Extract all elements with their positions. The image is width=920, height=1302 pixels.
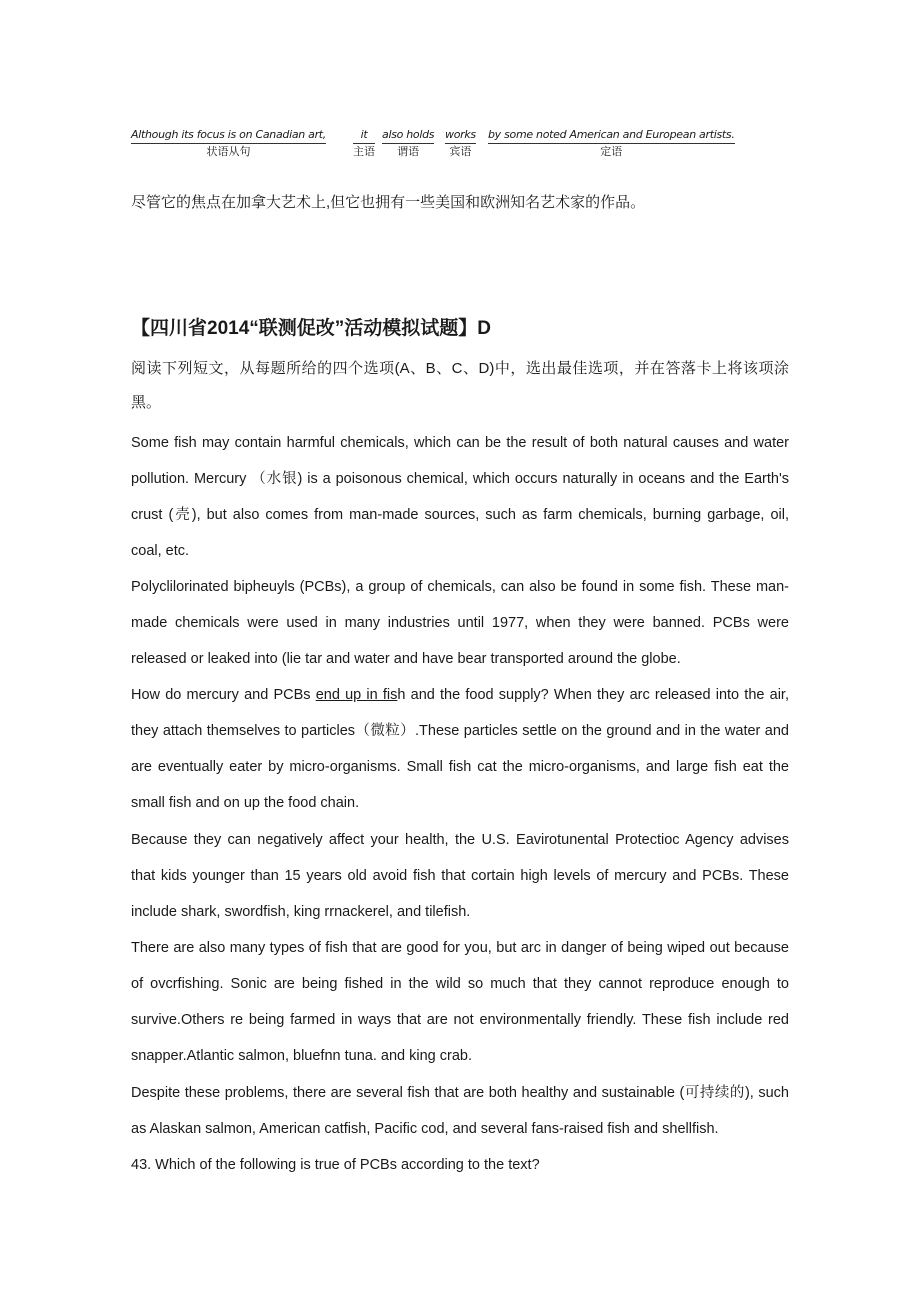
segment-label: 状语从句 <box>206 146 251 158</box>
segment-text: Although its focus is on Canadian art, <box>131 128 326 144</box>
paragraph-5: There are also many types of fish that are good for you, but arc in danger of being wiped out because of ovcrfishing. Sonic are being fished in the wild so much that they cannot reproduce enough to survive.Others re being farmed in ways that are not environmentally friendly. These fish include red snapper.Atlantic salmon, bluefnn tuna. and king crab. <box>131 940 789 1064</box>
paragraph-3 <box>131 677 789 821</box>
segment-text: works <box>445 128 476 144</box>
paragraph-2: Polyclilorinated bipheuyls (PCBs), a group of chemicals, can also be found in some fish. These man-made chemicals were used in many industries until 1977, when they were banned. PCBs were released or leaked into (lie tar and water and have bear transported around the globe. <box>131 579 789 667</box>
segment-label: 主语 <box>353 146 375 158</box>
paragraph-6: Despite these problems, there are several fish that are both healthy and sustainable (可持续的), such as Alaskan salmon, American catfish, Pacific cod, and several fans-raised fish and shellfish. <box>131 1085 789 1137</box>
segment-subject <box>353 128 375 160</box>
question-43: 43. Which of the following is true of PCBs according to the text? <box>131 1157 540 1173</box>
paragraph-1: Some fish may contain harmful chemicals, which can be the result of both natural causes and water pollution. Mercury （水银) is a poisonous chemical, which occurs naturally in oceans and the Earth's crust (壳), but also comes from man-made sources, such as farm chemicals, burning garbage, oil, coal, etc. <box>131 435 789 559</box>
segment-label: 宾语 <box>449 146 472 158</box>
segment-attributive <box>488 128 735 160</box>
segment-text: it <box>353 128 375 144</box>
section-heading: 【四川省2014“联测促改”活动模拟试题】D <box>131 318 491 339</box>
segment-adverbial-clause <box>131 128 326 160</box>
segment-object <box>445 128 476 160</box>
segment-label: 定语 <box>600 146 623 158</box>
segment-text: also holds <box>382 128 434 144</box>
translation: 尽管它的焦点在加拿大艺术上,但它也拥有一些美国和欧洲知名艺术家的作品。 <box>131 194 646 211</box>
segment-label: 谓语 <box>397 146 420 158</box>
segment-predicate <box>382 128 434 160</box>
paragraph-4: Because they can negatively affect your health, the U.S. Eavirotunental Protectioc Agency advises that kids younger than 15 years old avoid fish that cortain high levels of mercury and PCBs. These include shark, swordfish, king rrnackerel, and tilefish. <box>131 832 789 920</box>
text-span: h and the food supply? When they arc released into the air, they attach themselves to particles（微粒）.These particles settle on the ground and in the water and are eventually eater by micro-organisms. Small fish cat the micro-organisms, and large fish eat the small fish and on up the food chain. <box>131 687 789 811</box>
text-span: How do mercury and PCBs <box>131 687 316 703</box>
segment-text: by some noted American and European artists. <box>488 128 735 144</box>
underlined-phrase: end up in fis <box>315 687 398 703</box>
sentence-analysis <box>131 128 791 168</box>
instructions: 阅读下列短文，从每题所给的四个选项(A、B、C、D)中，选出最佳选项，并在答落卡上将该项涂黑。 <box>131 360 789 411</box>
